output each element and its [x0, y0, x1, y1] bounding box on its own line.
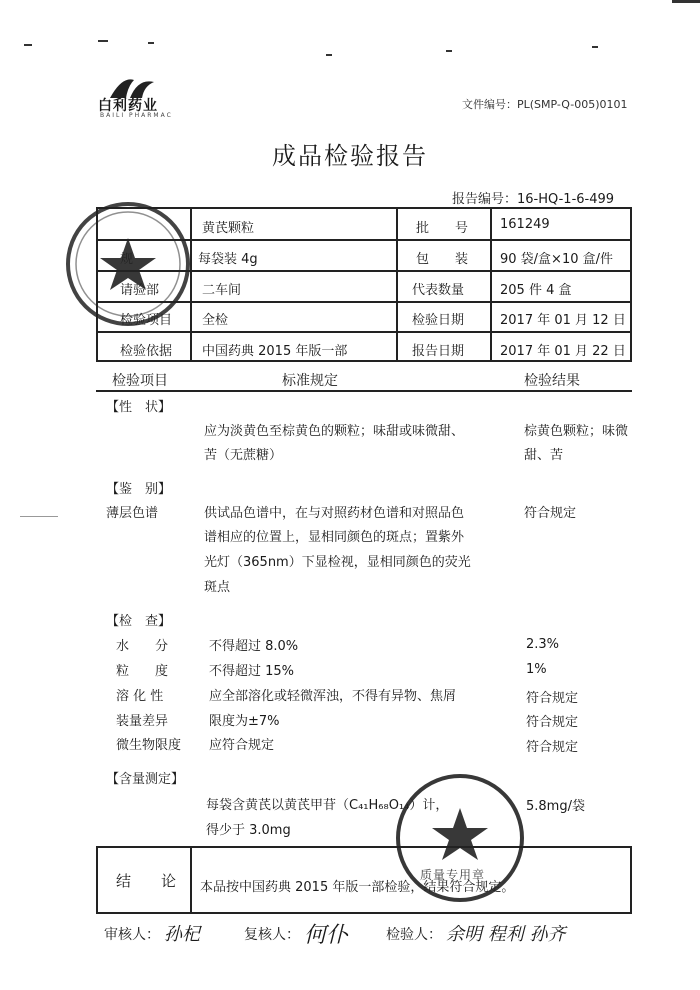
conclusion-divider [190, 846, 192, 913]
conclusion-bottom-border [96, 912, 632, 914]
identification-standard-line-2: 谱相应的位置上，显相同颜色的斑点；置紫外 [204, 530, 465, 545]
report-number: 报告编号：16-HQ-1-6-499 [452, 192, 615, 207]
page-title: 成品检验报告 [272, 142, 428, 170]
column-item-heading: 检验项目 [112, 373, 168, 389]
inspection-row-item: 装量差异 [116, 714, 169, 729]
inspection-row-result: 符合规定 [526, 691, 579, 706]
section-character-heading: 【性 状】 [106, 400, 172, 415]
quality-seal-text: 质量专用章 [420, 868, 486, 882]
inspection-row-standard: 不得超过 8.0% [209, 639, 299, 654]
inspection-row-standard: 限度为±7% [209, 714, 280, 729]
inspection-row-standard: 应符合规定 [209, 738, 275, 753]
identification-item: 薄层色谱 [106, 506, 159, 521]
batch-value: 161249 [500, 217, 550, 232]
character-result-line-2: 甜、苦 [524, 448, 564, 463]
conclusion-right-border [630, 846, 632, 913]
item-value: 全检 [202, 313, 229, 328]
basis-label: 检验依据 [120, 344, 173, 359]
inspection-seal-left [62, 198, 194, 330]
report-date-label: 报告日期 [412, 344, 465, 359]
spec-value: 每袋装 4g [198, 252, 258, 267]
inspection-row-item: 溶 化 性 [116, 689, 164, 704]
scan-mark [148, 42, 154, 44]
scan-mark [326, 54, 332, 56]
inspector-signature: 余明 程利 孙齐 [446, 924, 566, 945]
identification-result: 符合规定 [524, 506, 577, 521]
scan-mark [672, 0, 700, 3]
column-standard-heading: 标准规定 [282, 373, 338, 389]
batch-label: 批 号 [416, 221, 469, 236]
character-result-line-1: 棕黄色颗粒；味微 [524, 424, 629, 439]
inspection-row-item: 微生物限度 [116, 738, 182, 753]
reviewer-signature: 孙杞 [164, 924, 200, 945]
package-value: 90 袋/盒×10 盒/件 [500, 252, 614, 267]
inspection-row-result: 符合规定 [526, 740, 579, 755]
checker-label: 复核人： [244, 927, 300, 943]
company-logo-subtext: BAILI PHARMAC [100, 112, 173, 119]
test-date-label: 检验日期 [412, 313, 465, 328]
conclusion-left-border [96, 846, 98, 913]
conclusion-top-border [96, 846, 632, 848]
scan-mark [446, 50, 452, 52]
inspection-row-item: 水 分 [116, 639, 169, 654]
identification-standard-line-4: 斑点 [204, 580, 231, 595]
column-heading-divider [96, 390, 632, 392]
identification-standard-line-1: 供试品色谱中，在与对照药材色谱和对照品色 [204, 506, 465, 521]
inspection-row-standard: 应全部溶化或轻微浑浊，不得有异物、焦屑 [209, 689, 457, 704]
conclusion-label: 结 论 [116, 872, 177, 890]
item-label: 检验项目 [120, 313, 173, 328]
basis-value: 中国药典 2015 年版一部 [202, 344, 348, 359]
product-name-value: 黄芪颗粒 [202, 221, 255, 236]
character-standard-line-1: 应为淡黄色至棕黄色的颗粒；味甜或味微甜、 [204, 424, 465, 439]
character-standard-line-2: 苦（无蔗糖） [204, 448, 283, 463]
section-identification-heading: 【鉴 别】 [106, 482, 172, 497]
report-date-value: 2017 年 01 月 22 日 [500, 344, 626, 359]
scan-mark [20, 516, 58, 517]
inspection-row-result: 符合规定 [526, 715, 579, 730]
sample-qty-label: 代表数量 [412, 283, 465, 298]
inspection-row-item: 粒 度 [116, 664, 169, 679]
test-date-value: 2017 年 01 月 12 日 [500, 313, 626, 328]
inspector-label: 检验人： [386, 927, 442, 943]
column-result-heading: 检验结果 [524, 373, 580, 389]
checker-signature: 何仆 [304, 923, 349, 948]
package-label: 包 装 [416, 252, 469, 267]
document-number: 文件编号：PL(SMP-Q-005)0101 [462, 98, 628, 111]
quality-seal [392, 770, 528, 906]
scan-mark [592, 46, 598, 48]
inspection-row-standard: 不得超过 15% [209, 664, 295, 679]
scan-mark [98, 40, 108, 42]
inspection-row-result: 1% [526, 662, 547, 677]
section-assay-heading: 【含量测定】 [106, 772, 185, 787]
identification-standard-line-3: 光灯（365nm）下显检视，显相同颜色的荧光 [204, 555, 471, 570]
dept-label: 请验部 [120, 283, 160, 298]
assay-standard-line-1: 每袋含黄芪以黄芪甲苷（C₄₁H₆₈O₁₄）计， [206, 798, 449, 813]
dept-value: 二车间 [202, 283, 242, 298]
section-inspection-heading: 【检 查】 [106, 614, 172, 629]
conclusion-text: 本品按中国药典 2015 年版一部检验，结果符合规定。 [200, 880, 515, 895]
reviewer-label: 审核人： [104, 927, 160, 943]
inspection-row-result: 2.3% [526, 637, 560, 652]
assay-standard-line-2: 得少于 3.0mg [206, 823, 291, 838]
company-logo-text: 白利药业 [98, 98, 158, 114]
sample-qty-value: 205 件 4 盒 [500, 283, 572, 298]
assay-result: 5.8mg/袋 [526, 799, 585, 814]
scan-mark [24, 44, 32, 46]
